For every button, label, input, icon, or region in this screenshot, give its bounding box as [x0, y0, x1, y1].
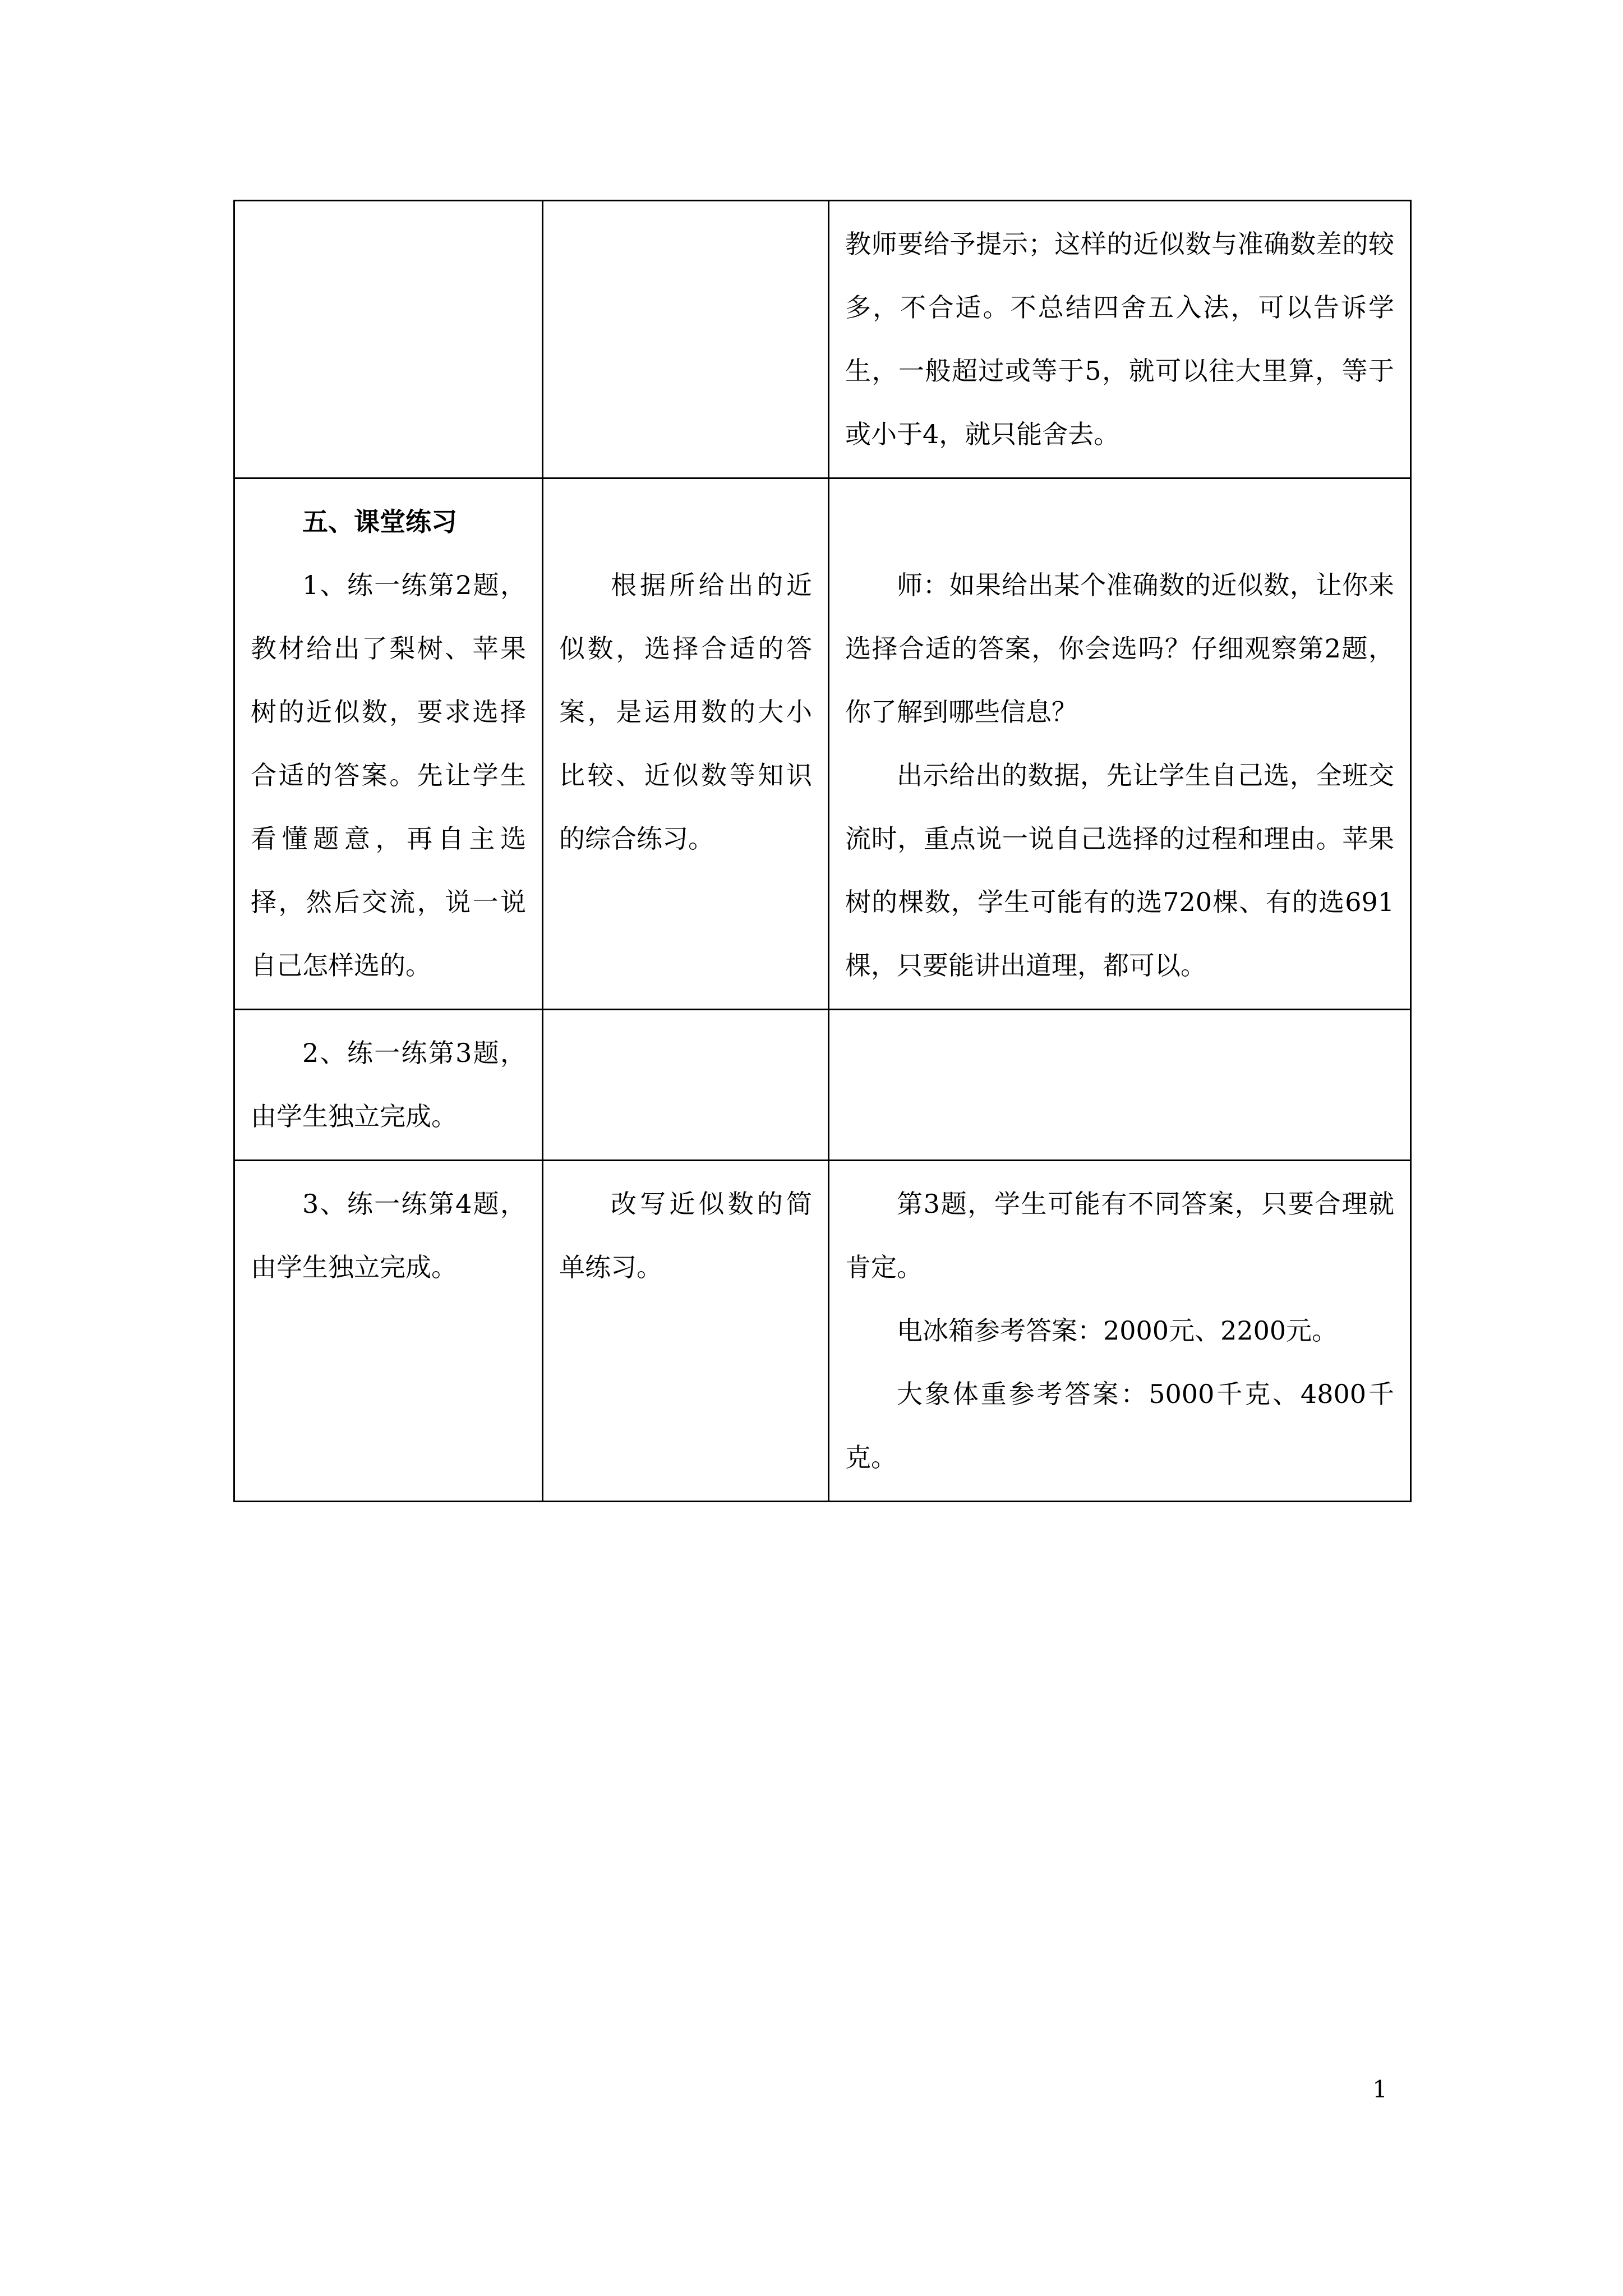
cell-paragraph: 2、练一练第3题，由学生独立完成。 — [251, 1038, 526, 1131]
table-cell — [829, 201, 1411, 478]
cell-paragraph: 教师要给予提示；这样的近似数与准确数差的较多，不合适。不总结四舍五入法，可以告诉学生，一般超过或等于5，就可以往大里算，等于或小于4，就只能舍去。 — [845, 229, 1394, 449]
table-row — [234, 1161, 1411, 1502]
table-cell — [543, 1161, 829, 1502]
table-cell — [543, 1010, 829, 1161]
cell-paragraph: 根据所给出的近似数，选择合适的答案，是运用数的大小比较、近似数等知识的综合练习。 — [559, 570, 812, 854]
table-row — [234, 1010, 1411, 1161]
table-cell — [829, 478, 1411, 1010]
table-cell — [829, 1161, 1411, 1502]
table-cell — [234, 201, 543, 478]
cell-paragraph: 电冰箱参考答案：2000元、2200元。 — [897, 1315, 1338, 1346]
cell-paragraph: 1、练一练第2题，教材给出了梨树、苹果树的近似数，要求选择合适的答案。先让学生看懂题意，再自主选择，然后交流，说一说自己怎样选的。 — [251, 570, 526, 981]
table-row — [234, 201, 1411, 478]
table-cell — [543, 201, 829, 478]
table-cell — [829, 1010, 1411, 1161]
table-cell — [234, 478, 543, 1010]
lesson-plan-table — [233, 200, 1412, 1502]
table-cell — [234, 1010, 543, 1161]
cell-paragraph: 出示给出的数据，先让学生自己选，全班交流时，重点说一说自己选择的过程和理由。苹果树的棵数，学生可能有的选720棵、有的选691棵，只要能讲出道理，都可以。 — [845, 760, 1394, 981]
table-cell — [234, 1161, 543, 1502]
cell-paragraph: 3、练一练第4题，由学生独立完成。 — [251, 1189, 526, 1282]
table-row — [234, 478, 1411, 1010]
section-heading: 五、课堂练习 — [302, 507, 457, 537]
cell-paragraph: 师：如果给出某个准确数的近似数，让你来选择合适的答案，你会选吗？仔细观察第2题，你了解到哪些信息？ — [845, 570, 1394, 727]
cell-paragraph: 改写近似数的简单练习。 — [559, 1189, 812, 1282]
page-number: 1 — [1372, 2076, 1387, 2103]
cell-paragraph: 大象体重参考答案：5000千克、4800千克。 — [845, 1379, 1394, 1473]
cell-paragraph: 第3题，学生可能有不同答案，只要合理就肯定。 — [845, 1189, 1394, 1282]
table-cell — [543, 478, 829, 1010]
